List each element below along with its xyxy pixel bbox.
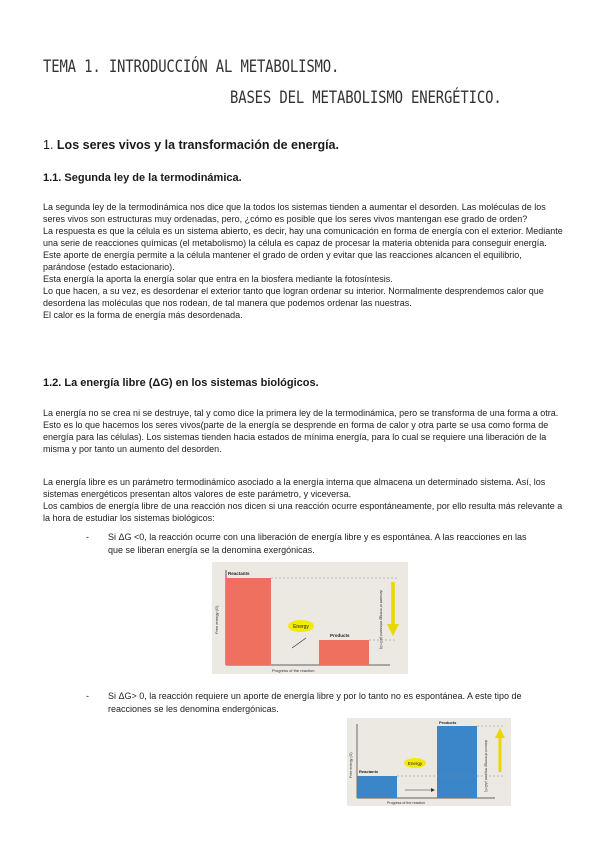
- products-bar: [437, 726, 477, 798]
- y-axis-label: Free energy (G): [214, 605, 219, 634]
- paragraph: Los cambios de energía libre de una reacción nos dicen si una reacción ocurre espontáneamente, por ello resulta más relevante a la hora de estudiar los sistemas biológicos:: [43, 501, 563, 523]
- paragraph: Esta energía la aporta la energía solar que entra en la biosfera mediante la fotosíntesis.: [43, 274, 393, 284]
- endergonic-diagram: [347, 718, 511, 806]
- y-axis-label: Free energy (G): [349, 752, 353, 778]
- section-heading: [43, 138, 339, 152]
- paragraph: El calor es la forma de energía más desordenada.: [43, 310, 243, 320]
- reactants-bar: [226, 578, 271, 665]
- x-axis-label: Progress of the reaction: [387, 801, 426, 805]
- reactants-label: Reactants: [228, 571, 250, 576]
- energy-required-annotation: Amount of energy required (ΔG>0): [484, 740, 488, 793]
- energy-label: Energy: [293, 624, 309, 630]
- section-title: Los seres vivos y la transformación de energía.: [56, 138, 339, 152]
- title-line-2: BASES DEL METABOLISMO ENERGÉTICO.: [230, 88, 502, 108]
- x-axis-label: Progress of the reaction: [272, 668, 315, 673]
- paragraph: La energía libre es un parámetro termodinámico asociado a la energía interna que almacena un determinado sistema. Así, los sistemas energéticos presentan altos valores de este parámetro, y viceversa.: [43, 477, 546, 499]
- subsection-1-1-body: [43, 201, 563, 321]
- reactants-label: Reactants: [359, 769, 379, 774]
- subsection-1-2-paragraph-1: [43, 407, 563, 455]
- subsection-heading-1-2: 1.2. La energía libre (ΔG) en los sistemas biológicos.: [43, 377, 319, 389]
- bullet-dash: -: [86, 532, 89, 542]
- paragraph: La energía no se crea ni se destruye, tal y como dice la primera ley de la termodinámica, pero se transforma de una forma a otra. Esto es lo que hacemos los seres vivos(parte de la energía se desprende en forma de calor y otra parte se usa como forma de energía para las células). Los sistemas tienden hacia estados de mínima energía, para lo cual se requiere una liberación de la misma y por tanto un aumento del desorden.: [43, 408, 559, 454]
- exergonic-diagram: [212, 562, 408, 674]
- paragraph: La segunda ley de la termodinámica nos dice que la todos los sistemas tienden a aumentar el desorden. Las moléculas de los seres vivos son estructuras muy ordenadas, pero, ¿cómo es posible que los seres vivos mantengan ese grado de orden?: [43, 202, 546, 224]
- bullet-text: Si ΔG <0, la reacción ocurre con una liberación de energía libre y es espontánea. A las reacciones en las que se liberan energía se la denomina exergónicas.: [108, 532, 527, 555]
- bullet-text: Si ΔG> 0, la reacción requiere un aporte de energía libre y por lo tanto no es espontánea. A este tipo de reacciones se les denomina endergónicas.: [108, 691, 522, 714]
- bullet-dash: -: [86, 691, 89, 701]
- products-label: Products: [439, 720, 457, 725]
- energy-released-annotation: Amount of energy released (ΔG<0): [379, 590, 383, 649]
- section-number: 1.: [43, 138, 54, 152]
- products-label: Products: [330, 633, 350, 638]
- paragraph: Lo que hacen, a su vez, es desordenar el exterior tanto que logran ordenar su interior. Normalmente desprendemos calor que desordena las moléculas que nos rodean, de tal manera que podemos ordenar las nuestras.: [43, 286, 544, 308]
- reactants-bar: [357, 776, 397, 798]
- subsection-1-2-paragraph-2: [43, 476, 563, 524]
- title-line-1: TEMA 1. INTRODUCCIÓN AL METABOLISMO.: [43, 57, 340, 77]
- products-bar: [319, 640, 369, 665]
- energy-label: Energy: [407, 761, 423, 766]
- paragraph: La respuesta es que la célula es un sistema abierto, es decir, hay una comunicación en forma de energía con el exterior. Mediante una serie de reacciones químicas (el metabolismo) la célula es capaz de procesar la materia obtenida para conseguir energía. Este aporte de energía permite a la célula mantener el grado de orden y evitar que las reacciones alcancen el equilibrio, parándose (estado estacionario).: [43, 226, 563, 272]
- subsection-heading-1-1: 1.1. Segunda ley de la termodinámica.: [43, 172, 242, 184]
